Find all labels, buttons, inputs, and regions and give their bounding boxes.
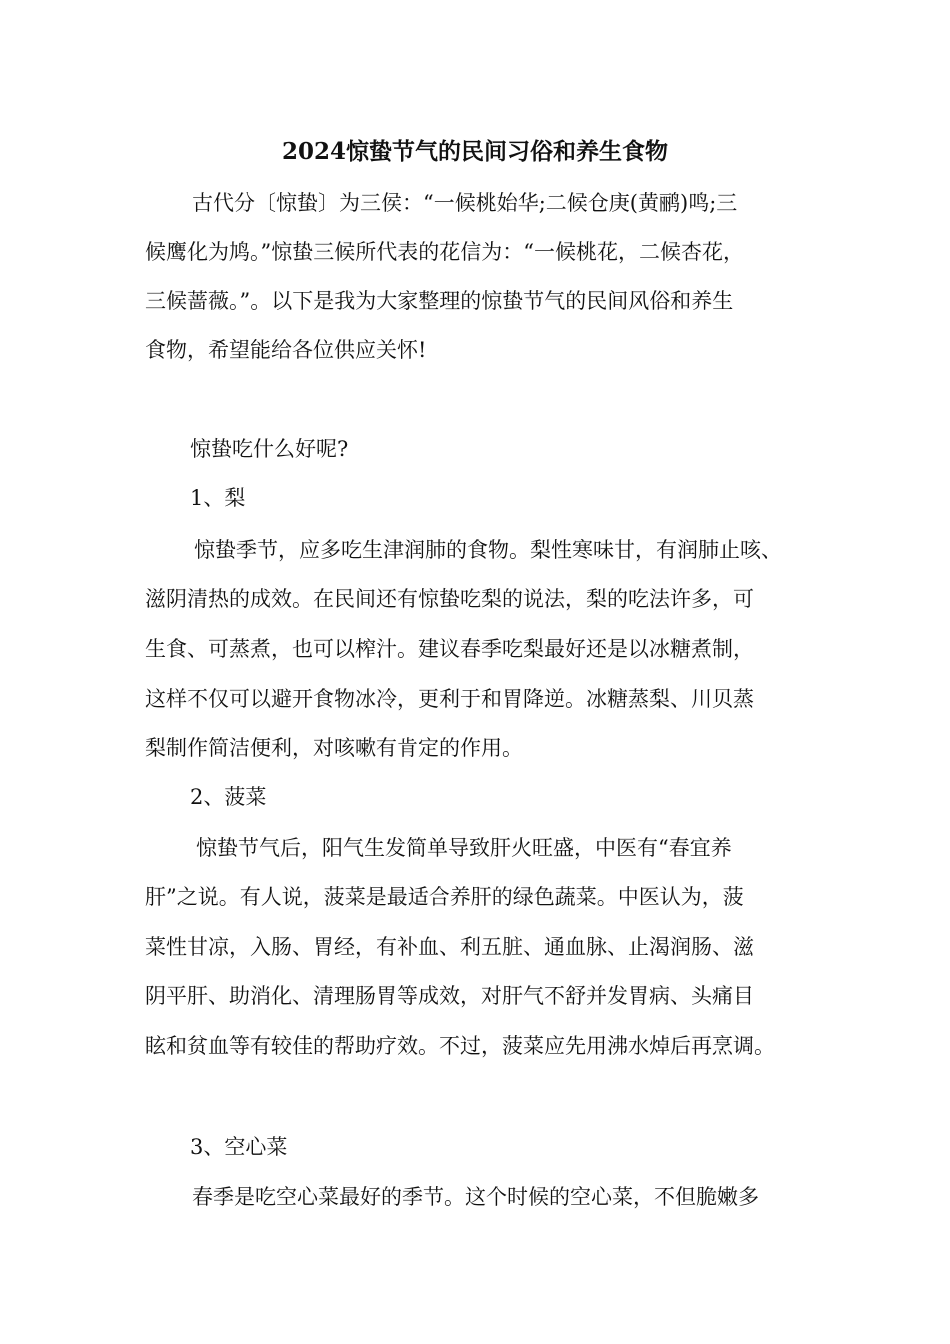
section-heading: 惊蛰吃什么好呢? <box>190 437 349 461</box>
paragraph-line: 候鹰化为鸠。”惊蛰三候所代表的花信为：“一候桃花，二候杏花， <box>145 240 744 264</box>
paragraph-line: 肝”之说。有人说，菠菜是最适合养肝的绿色蔬菜。中医认为，菠 <box>145 885 744 909</box>
paragraph-line: 惊蛰季节，应多吃生津润肺的食物。梨性寒味甘，有润肺止咳、 <box>194 538 782 562</box>
paragraph-line: 这样不仅可以避开食物冰冷，更利于和胃降逆。冰糖蒸梨、川贝蒸 <box>145 687 754 711</box>
subsection-heading: 2、菠菜 <box>190 785 267 809</box>
paragraph-line: 眩和贫血等有较佳的帮助疗效。不过，菠菜应先用沸水焯后再烹调。 <box>145 1034 775 1058</box>
paragraph-line: 古代分〔惊蛰〕为三侯：“一候桃始华;二候仓庚(黄鹂)鸣;三 <box>192 191 738 215</box>
subsection-heading: 1、梨 <box>190 486 246 510</box>
paragraph-line: 春季是吃空心菜最好的季节。这个时候的空心菜，不但脆嫩多 <box>192 1185 759 1209</box>
paragraph-line: 生食、可蒸煮，也可以榨汁。建议春季吃梨最好还是以冰糖煮制， <box>145 637 754 661</box>
paragraph-line: 惊蛰节气后，阳气生发简单导致肝火旺盛，中医有“春宜养 <box>196 836 732 860</box>
paragraph-line: 三候蔷薇。”。以下是我为大家整理的惊蛰节气的民间风俗和养生 <box>145 289 734 313</box>
paragraph-line: 食物，希望能给各位供应关怀! <box>145 338 427 362</box>
subsection-heading: 3、空心菜 <box>190 1135 288 1159</box>
paragraph-line: 滋阴清热的成效。在民间还有惊蛰吃梨的说法，梨的吃法许多，可 <box>145 587 754 611</box>
paragraph-line: 阴平肝、助消化、清理肠胃等成效，对肝气不舒并发胃病、头痛目 <box>145 984 754 1008</box>
paragraph-line: 梨制作简洁便利，对咳嗽有肯定的作用。 <box>145 736 523 760</box>
document-title: 2024惊蛰节气的民间习俗和养生食物 <box>281 138 668 165</box>
paragraph-line: 菜性甘凉，入肠、胃经，有补血、利五脏、通血脉、止渴润肠、滋 <box>145 935 754 959</box>
